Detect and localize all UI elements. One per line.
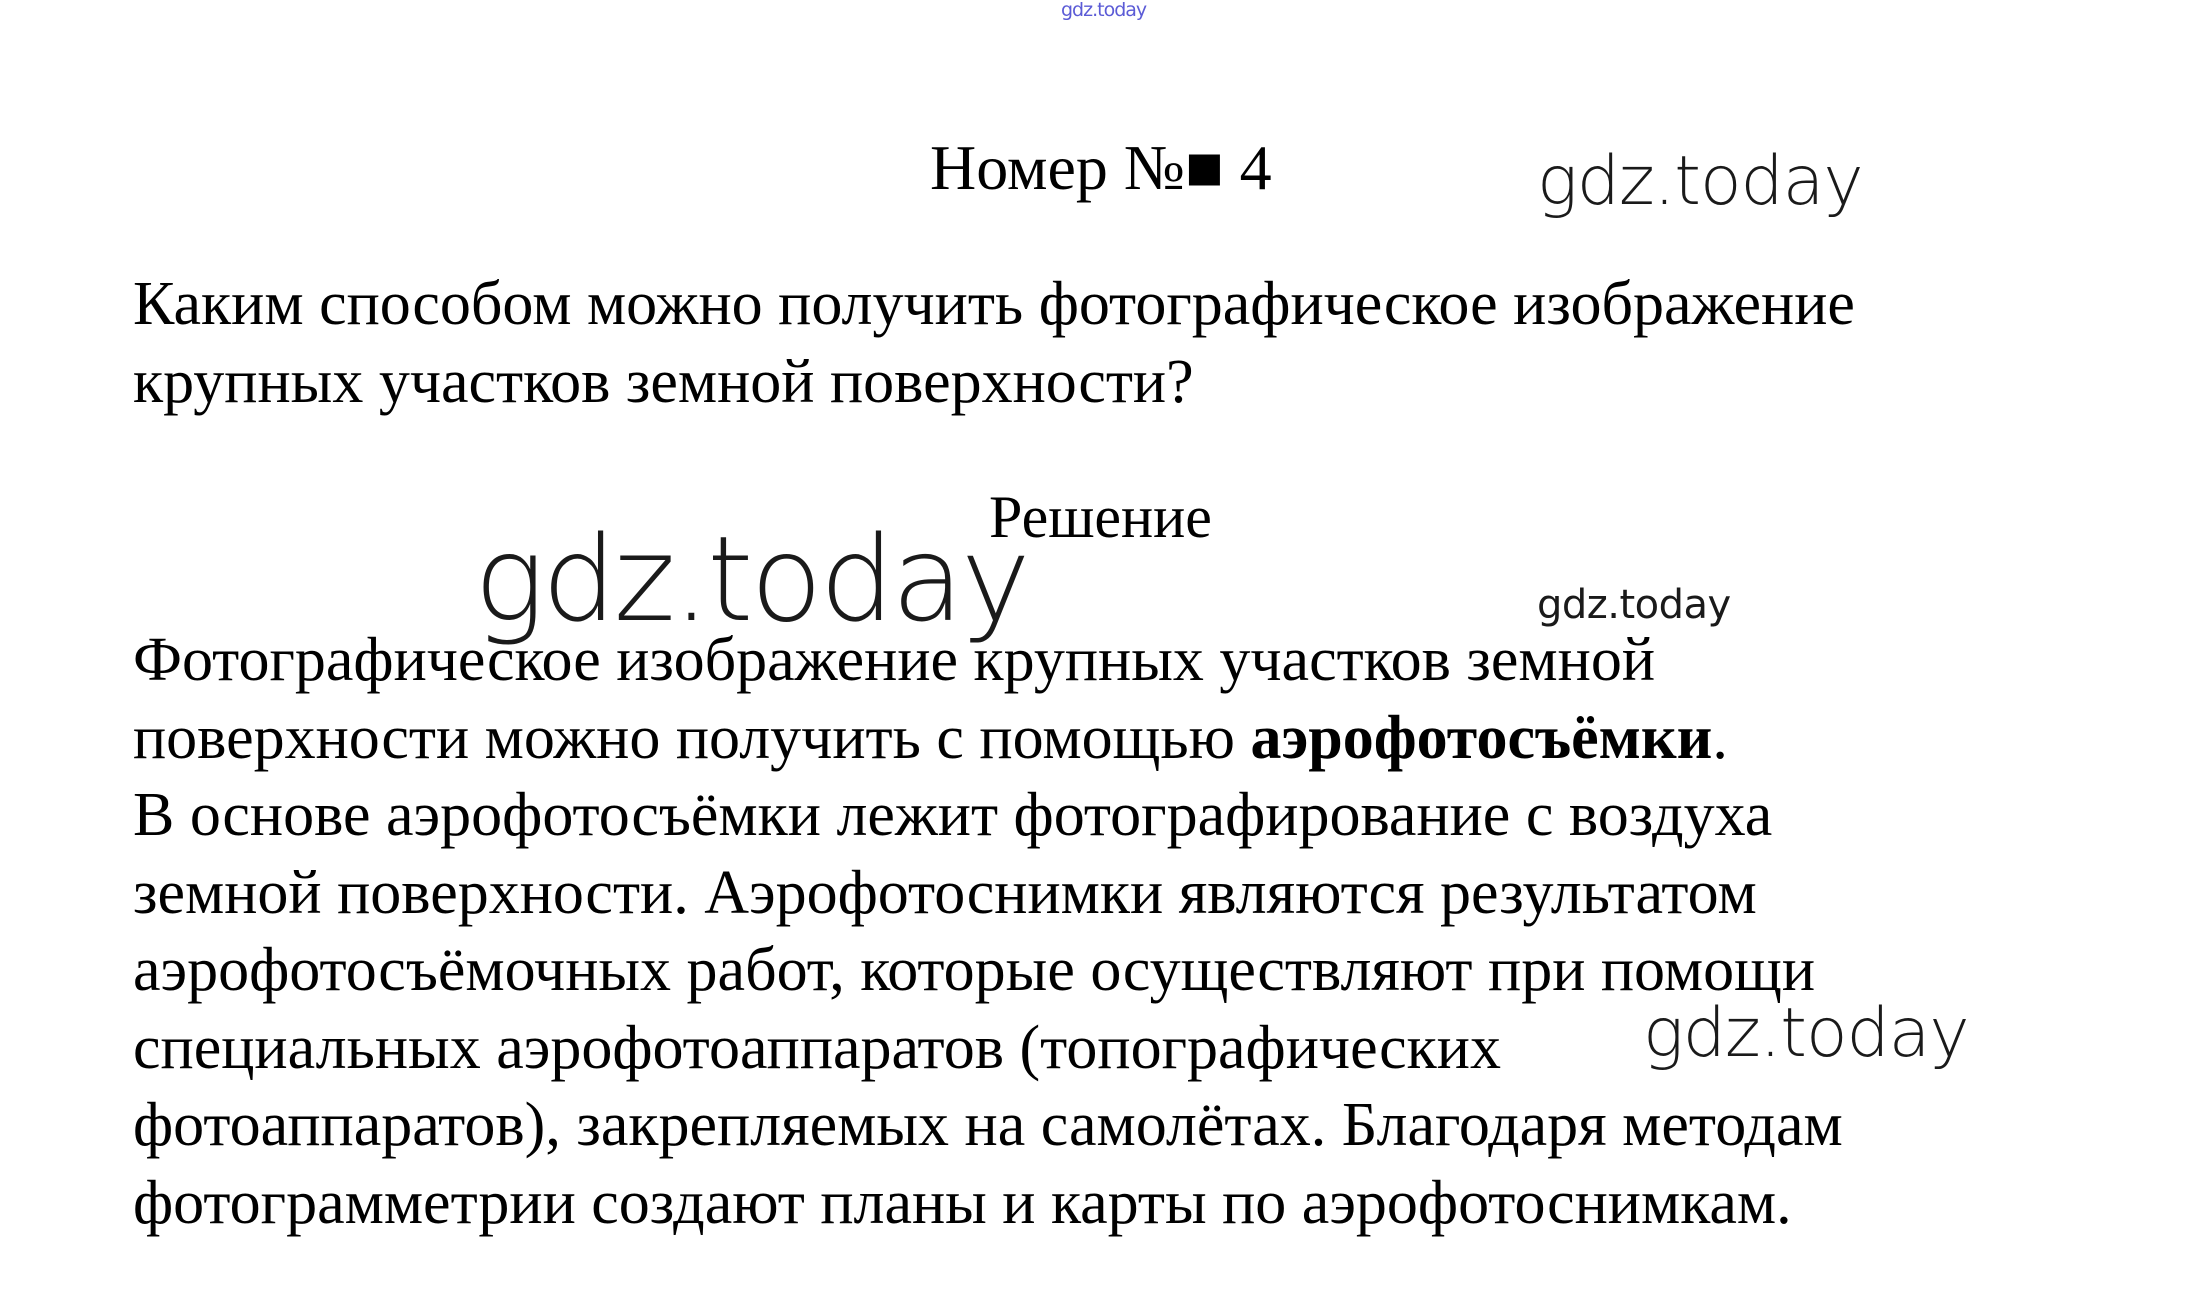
answer-line: Фотографическое изображение крупных участков земной (133, 626, 1656, 694)
watermark-header: gdz.today (1537, 142, 1863, 221)
watermark-small: gdz.today (1537, 582, 1731, 628)
question-line: крупных участков земной поверхности? (133, 348, 1194, 416)
answer-line: В основе аэрофотосъёмки лежит фотографирование с воздуха (133, 781, 1773, 849)
question-line: Каким способом можно получить фотографическое изображение (133, 270, 1855, 338)
watermark-inline: gdz.today (1643, 994, 1969, 1073)
answer-line: фотоаппаратов), закрепляемых на самолётах. Благодаря методам (133, 1091, 1843, 1159)
solution-heading: Решение (989, 484, 1212, 550)
answer-line: специальных аэрофотоаппаратов (топографических (133, 1013, 1501, 1082)
page-title: Номер №■ 4 (930, 132, 1272, 203)
watermark-top: gdz.today (1061, 0, 1147, 21)
answer-term-bold: аэрофотосъёмки (1250, 703, 1713, 772)
question-text (133, 265, 2113, 421)
answer-line: фотограмметрии создают планы и карты по аэрофотоснимкам. (133, 1168, 1792, 1237)
answer-line-text: поверхности можно получить с помощью (133, 703, 1251, 772)
watermark-large: gdz.today (474, 510, 1028, 648)
answer-line (133, 700, 2113, 778)
answer-line-period: . (1712, 703, 1728, 772)
answer-line: аэрофотосъёмочных работ, которые осуществляют при помощи (133, 936, 1816, 1004)
answer-line: земной поверхности. Аэрофотоснимки являются результатом (133, 858, 1757, 927)
answer-text (133, 622, 2113, 1242)
